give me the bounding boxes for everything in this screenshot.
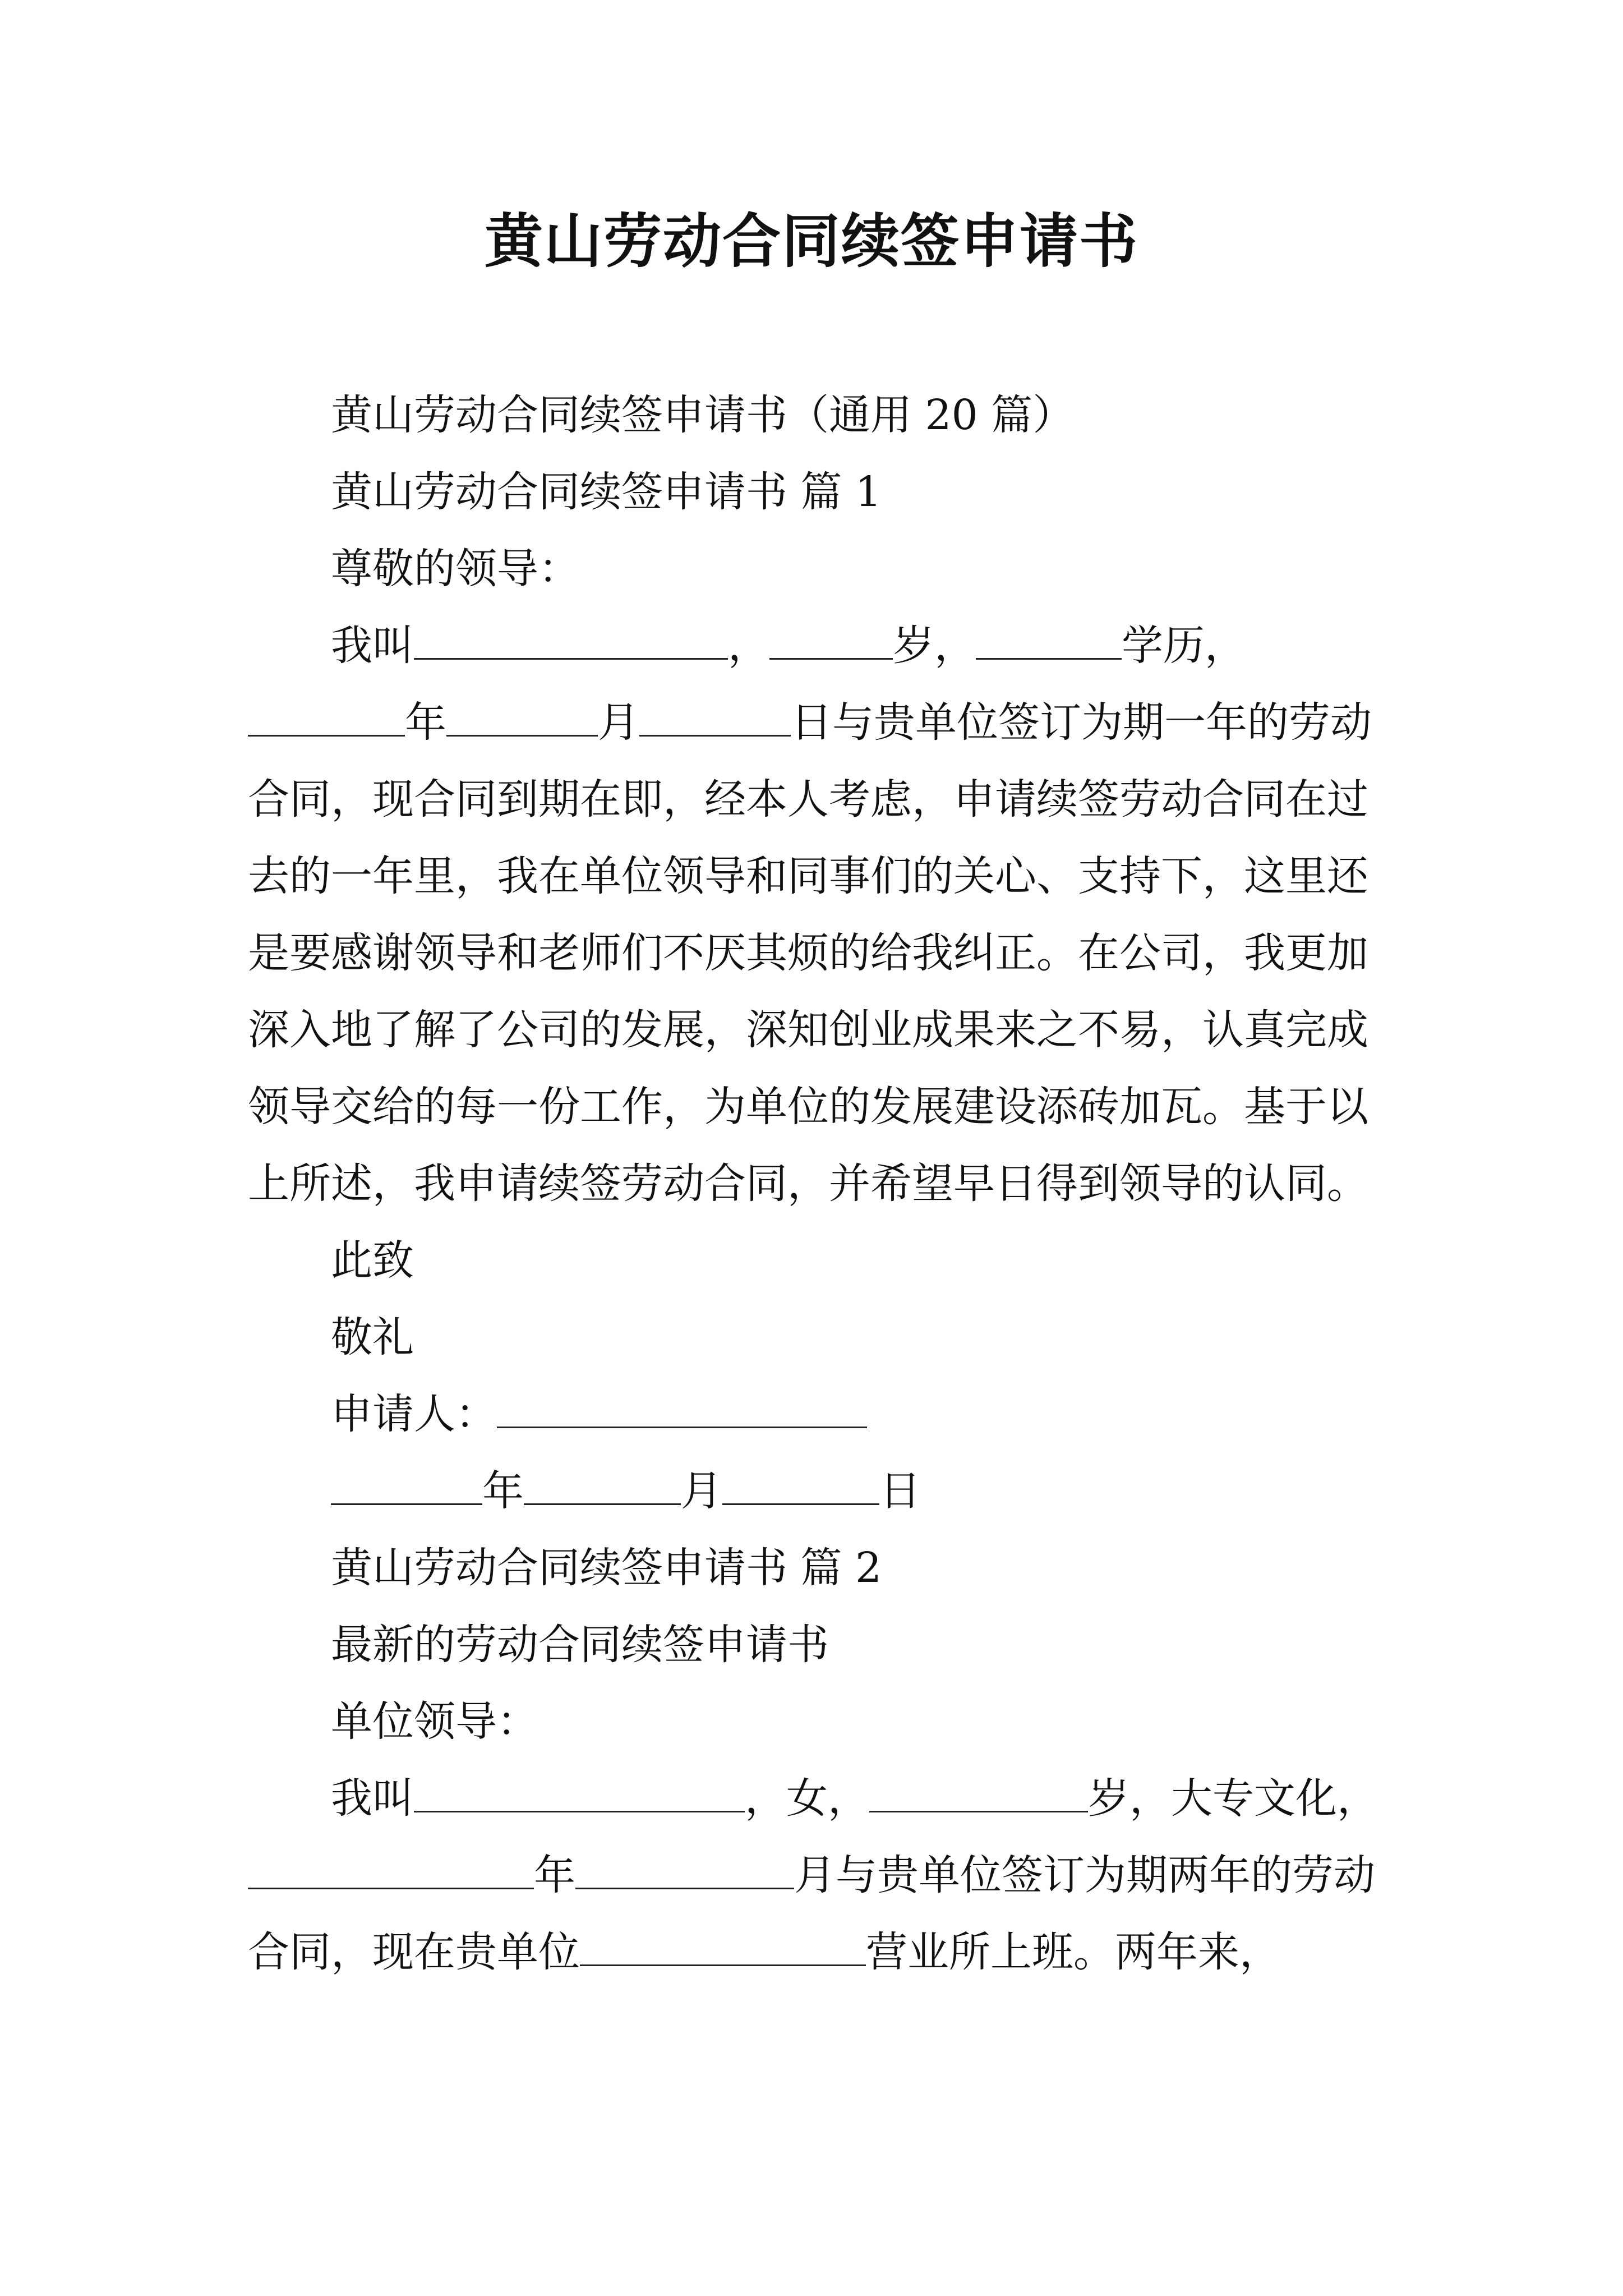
part2-month-blank <box>575 1844 794 1889</box>
applicant-blank <box>497 1383 867 1428</box>
part2-unit-blank <box>580 1921 866 1966</box>
education-blank <box>976 614 1122 660</box>
part1-intro-b: ， <box>728 622 769 670</box>
part2-age-blank <box>869 1767 1088 1812</box>
date-year-label: 年 <box>482 1467 524 1515</box>
date-day-blank <box>722 1460 879 1505</box>
day-blank <box>639 691 791 737</box>
part2-e: 月与贵单位签订为期两年的劳动合同，现在贵单位 <box>248 1851 1375 1976</box>
part2-salutation: 单位领导： <box>331 1697 538 1746</box>
part1-intro-c: 岁， <box>893 622 976 670</box>
part2-heading: 黄山劳动合同续签申请书 篇 2 <box>331 1544 882 1592</box>
part1-heading: 黄山劳动合同续签申请书 篇 1 <box>331 468 882 516</box>
applicant-label: 申请人： <box>331 1390 497 1438</box>
year-blank <box>248 691 405 737</box>
date-month-blank <box>524 1460 681 1505</box>
closing-line-1: 此致 <box>331 1236 414 1285</box>
date-year-blank <box>331 1460 482 1505</box>
part1-main-paragraph <box>248 608 1386 1222</box>
part1-intro-f: 月 <box>598 698 639 747</box>
part1-intro-e: 年 <box>405 698 446 747</box>
part2-name-blank <box>414 1767 745 1812</box>
closing-line-2: 敬礼 <box>331 1313 414 1361</box>
part2-c: 岁，大专文化， <box>1088 1774 1378 1823</box>
part1-intro-g: 日与贵单位签订为期一年的劳动合同，现合同到期在即，经本人考虑，申请续签劳动合同在过去的一年里，我在单位领导和同事们的关心、支持下，这里还是要感谢领导和老师们不厌其烦的给我纠正。在公司，我更加深入地了解了公司的发展，深知创业成果来之不易，认真完成领导交给的每一份工作，为单位的发展建设添砖加瓦。基于以上所述，我申请续签劳动合同，并希望早日得到领导的认同。 <box>248 698 1372 1208</box>
part2-a: 我叫 <box>331 1774 414 1823</box>
part1-intro-a: 我叫 <box>331 622 414 670</box>
date-month-label: 月 <box>681 1467 722 1515</box>
part2-year-blank <box>248 1844 534 1889</box>
document-subtitle: 黄山劳动合同续签申请书（通用 20 篇） <box>331 391 1075 439</box>
document-body <box>248 377 1386 1991</box>
applicant-line <box>248 1376 1386 1453</box>
document-title: 黄山劳动合同续签申请书 <box>484 207 1138 275</box>
date-day-label: 日 <box>879 1467 921 1515</box>
part2-subheading: 最新的劳动合同续签申请书 <box>331 1621 829 1669</box>
part2-d: 年 <box>534 1851 575 1899</box>
part1-salutation: 尊敬的领导： <box>331 545 580 593</box>
month-blank <box>446 691 598 737</box>
name-blank <box>414 614 728 660</box>
part2-b: ，女， <box>745 1774 869 1823</box>
part2-main-paragraph <box>248 1760 1386 1991</box>
age-blank <box>769 614 893 660</box>
date-line <box>248 1453 1386 1530</box>
part2-f: 营业所上班。两年来， <box>866 1928 1281 1976</box>
part1-intro-d: 学历， <box>1122 622 1246 670</box>
